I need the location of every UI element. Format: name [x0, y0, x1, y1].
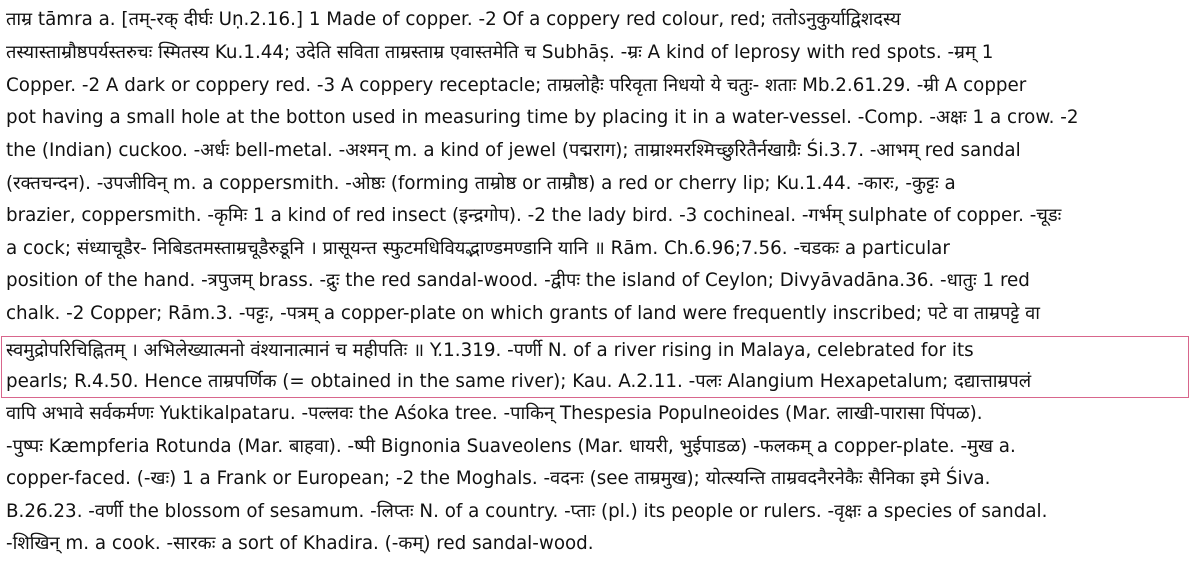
- entry-line-17: -शिखिन् m. a cook. -सारकः a sort of Khadira. (-कम्) red sandal-wood.: [6, 533, 594, 554]
- entry-line-7: brazier, coppersmith. -कृमिः 1 a kind of red insect (इन्द्रगोप). -2 the lady bird. -3 cochineal. -गर्भम् sulphate of copper. -चूडः: [6, 205, 1062, 226]
- entry-line-1: ताम्र tāmra a. [तम्-रक् दीर्घः Uṇ.2.16.] 1 Made of copper. -2 Of a coppery red colour, red; ततोऽनुकुर्याद्विशदस्य: [6, 9, 901, 30]
- entry-line-16: B.26.23. -वर्णी the blossom of sesamum. -लिप्तः N. of a country. -प्ताः (pl.) its people or rulers. -वृक्षः a species of sandal.: [6, 501, 1048, 522]
- entry-line-14: -पुष्पः Kæmpferia Rotunda (Mar. बाहवा). -ष्पी Bignonia Suaveolens (Mar. धायरी, भुईपाडळ) -फलकम् a copper-plate. -मुख a.: [6, 436, 1016, 457]
- entry-line-13: वापि अभावे सर्वकर्मणः Yuktikalpataru. -पल्लवः the Aśoka tree. -पाकिन् Thespesia Populneoides (Mar. लाखी-पारासा पिंपळ).: [6, 403, 983, 424]
- entry-line-6: (रक्तचन्दन). -उपजीविन् m. a coppersmith. -ओष्ठः (forming ताम्रोष्ठ or ताम्रौष्ठ) a red or cherry lip; Ku.1.44. -कारः, -कुट्टः a: [6, 173, 956, 194]
- entry-line-15: copper-faced. (-खः) 1 a Frank or European; -2 the Moghals. -वदनः (see ताम्रमुख); योत्स्यन्ति ताम्रवदनैरनेकैः सैनिका इमे Śiva.: [6, 468, 991, 489]
- entry-line-11: स्वमुद्रोपरिचिह्नितम् । अभिलेख्यात्मनो वंश्यानात्मानं च महीपतिः ॥ Y.1.319. -पर्णी N. of a river rising in Malaya, celebrated for its: [6, 340, 974, 361]
- entry-line-3: Copper. -2 A dark or coppery red. -3 A coppery receptacle; ताम्रलोहैः परिवृता निधयो ये चतुः- शताः Mb.2.61.29. -म्री A copper: [6, 75, 1027, 96]
- entry-line-8: a cock; संध्याचूडैर- निबिडतमस्ताम्रचूडैरुडूनि । प्रासूयन्त स्फुटमधिवियद्भाण्डमण्डानि यानि ॥ Rām. Ch.6.96;7.56. -चडकः a particular: [6, 238, 950, 259]
- entry-line-12: pearls; R.4.50. Hence ताम्रपर्णिक (= obtained in the same river); Kau. A.2.11. -पलः Alangium Hexapetalum; दद्यात्ताम्रपलं: [6, 371, 1032, 392]
- entry-line-10: chalk. -2 Copper; Rām.3. -पट्टः, -पत्रम् a copper-plate on which grants of land were frequently inscribed; पटे वा ताम्रपट्टे वा: [6, 303, 1040, 324]
- entry-line-2: तस्यास्ताम्रौष्ठपर्यस्तरुचः स्मितस्य Ku.1.44; उदेति सविता ताम्रस्ताम्र एवास्तमेति च Subhāṣ. -म्रः A kind of leprosy with red spots. -म्रम् 1: [6, 42, 994, 63]
- entry-line-9: position of the hand. -त्रपुजम् brass. -द्रुः the red sandal-wood. -द्वीपः the island of Ceylon; Divyāvadāna.36. -धातुः 1 red: [6, 270, 1030, 291]
- entry-line-4: pot having a small hole at the botton used in measuring time by placing it in a water-vessel. -Comp. -अक्षः 1 a crow. -2: [6, 107, 1079, 128]
- entry-line-5: the (Indian) cuckoo. -अर्धः bell-metal. -अश्मन् m. a kind of jewel (पद्मराग); ताम्राश्मरश्मिच्छुरितैर्नखाग्रैः Śi.3.7. -आभम् red sandal: [6, 140, 1021, 161]
